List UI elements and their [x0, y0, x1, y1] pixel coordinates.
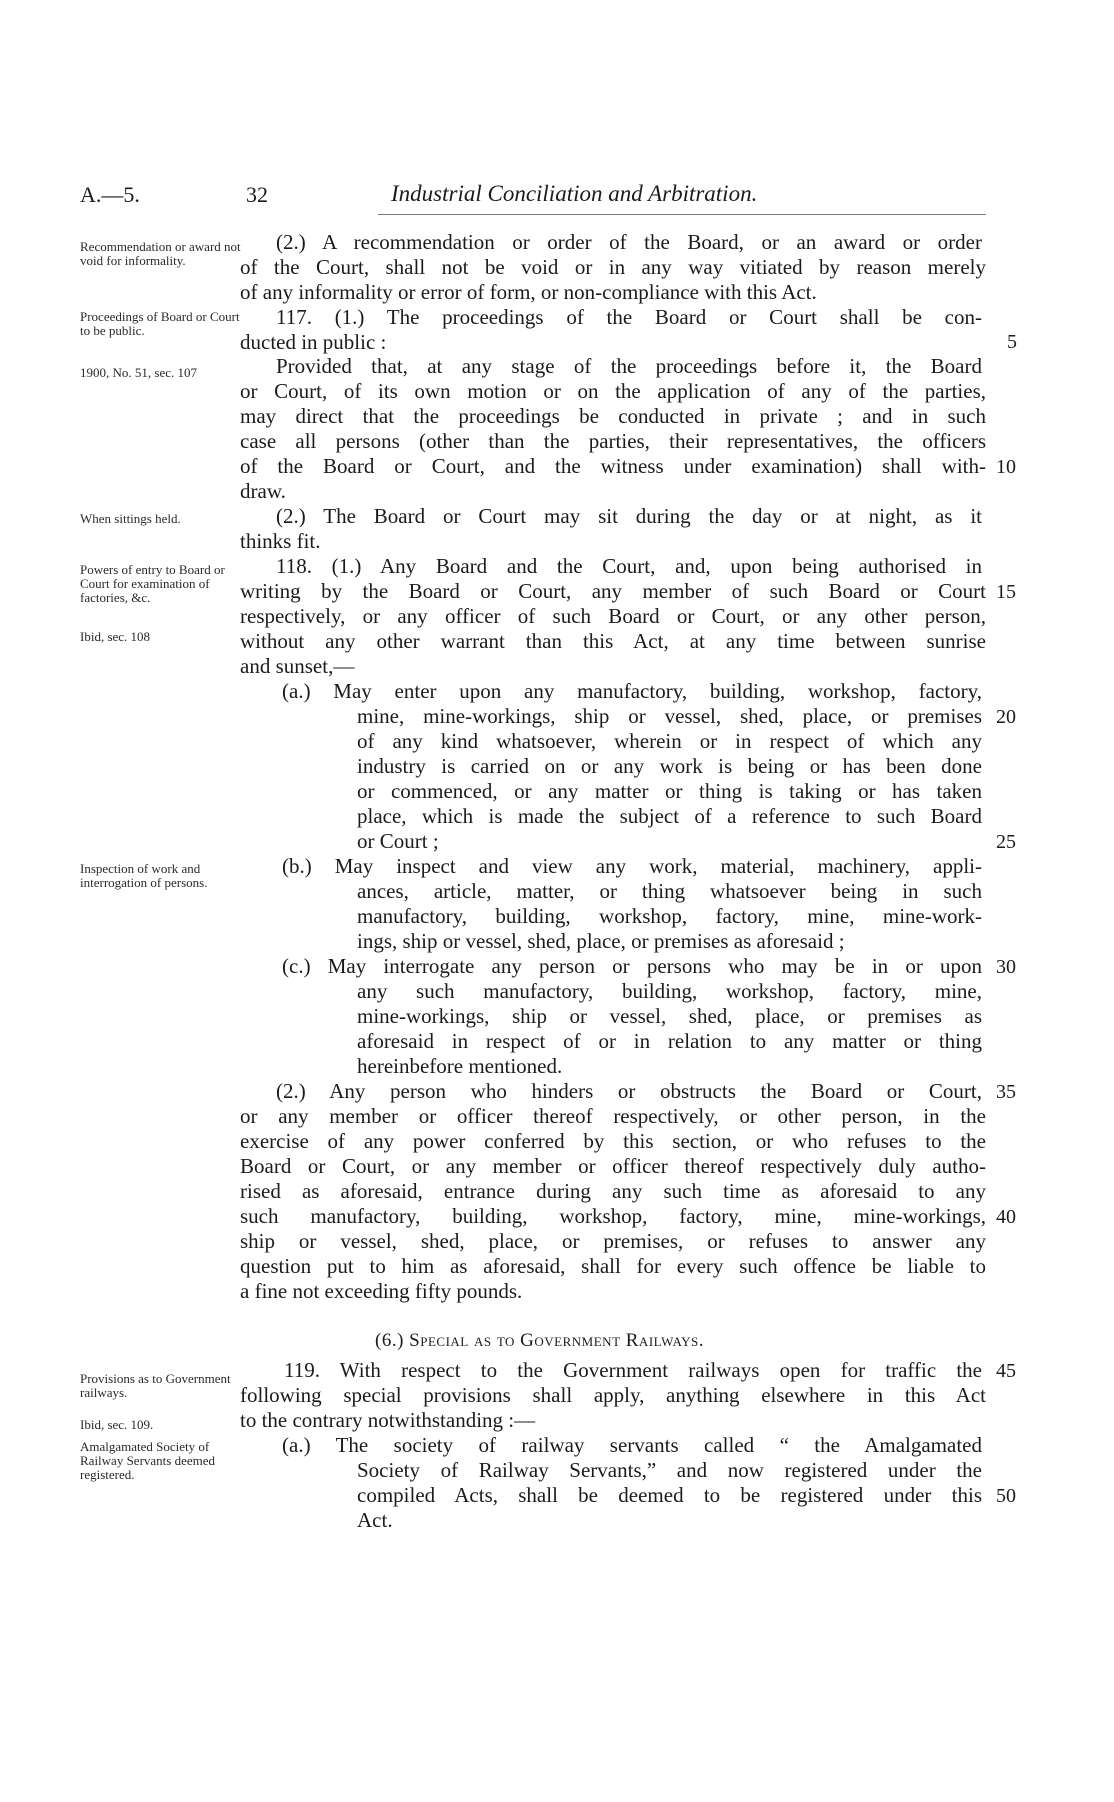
text-line: Society of Railway Servants,” and now registered under the [357, 1458, 982, 1482]
text-line: 118. (1.) Any Board and the Court, and, upon being authorised in [276, 554, 982, 578]
text-line: Provided that, at any stage of the proceedings before it, the Board [276, 354, 982, 378]
text-line: hereinbefore mentioned. [357, 1054, 563, 1078]
margin-note: Provisions as to Government railways. [80, 1371, 231, 1400]
text-line: ducted in public : [240, 330, 387, 354]
line-number: 50 [996, 1485, 1016, 1507]
margin-note: Powers of entry to Board or Court for examination of factories, &c. [80, 562, 225, 605]
text-line: question put to him as aforesaid, shall for every such offence be liable to [240, 1254, 986, 1278]
text-line: and sunset,— [240, 654, 355, 678]
line-number: 30 [996, 956, 1016, 978]
text-line: (2.) Any person who hinders or obstructs the Board or Court, [276, 1079, 982, 1103]
text-line: without any other warrant than this Act, at any time between sunrise [240, 629, 986, 653]
text-line: ings, ship or vessel, shed, place, or premises as aforesaid ; [357, 929, 845, 953]
text-line: 117. (1.) The proceedings of the Board or Court shall be con- [276, 305, 982, 329]
document-reference: A.—5. [80, 182, 140, 207]
text-line: thinks fit. [240, 529, 321, 553]
text-line: (a.) The society of railway servants called “ the Amalgamated [282, 1433, 982, 1457]
text-line: (b.) May inspect and view any work, material, machinery, appli- [282, 854, 982, 878]
text-line: mine-workings, ship or vessel, shed, place, or premises as [357, 1004, 982, 1028]
text-line: or Court, of its own motion or on the application of any of the parties, [240, 379, 986, 403]
margin-note: 1900, No. 51, sec. 107 [80, 365, 197, 380]
text-line: industry is carried on or any work is being or has been done [357, 754, 982, 778]
header-rule [378, 214, 986, 215]
text-line: case all persons (other than the parties, their representatives, the officers [240, 429, 986, 453]
text-line: (2.) A recommendation or order of the Board, or an award or order [276, 230, 982, 254]
text-line: mine, mine-workings, ship or vessel, shed, place, or premises [357, 704, 982, 728]
text-line: any such manufactory, building, workshop, factory, mine, [357, 979, 982, 1003]
text-line: following special provisions shall apply, anything elsewhere in this Act [240, 1383, 986, 1407]
text-line: Board or Court, or any member or officer thereof respectively duly autho- [240, 1154, 986, 1178]
text-line: or Court ; [357, 829, 439, 853]
section-heading: (6.) Special as to Government Railways. [375, 1330, 705, 1351]
line-number: 25 [996, 831, 1016, 853]
text-line: rised as aforesaid, entrance during any such time as aforesaid to any [240, 1179, 986, 1203]
text-line: (a.) May enter upon any manufactory, building, workshop, factory, [282, 679, 982, 703]
margin-note: Ibid, sec. 109. [80, 1417, 154, 1432]
text-line: Act. [357, 1508, 393, 1532]
text-line: of any kind whatsoever, wherein or in respect of which any [357, 729, 982, 753]
text-line: exercise of any power conferred by this section, or who refuses to the [240, 1129, 986, 1153]
text-line: aforesaid in respect of or in relation to any matter or thing [357, 1029, 982, 1053]
text-line: (c.) May interrogate any person or persons who may be in or upon [282, 954, 982, 978]
text-line: writing by the Board or Court, any member of such Board or Court [240, 579, 986, 603]
text-line: to the contrary notwithstanding :— [240, 1408, 536, 1432]
line-number: 20 [996, 706, 1016, 728]
line-number: 35 [996, 1081, 1016, 1103]
text-line: of the Court, shall not be void or in any way vitiated by reason merely [240, 255, 986, 279]
margin-note: When sittings held. [80, 511, 181, 526]
text-line: may direct that the proceedings be conducted in private ; and in such [240, 404, 986, 428]
text-line: such manufactory, building, workshop, factory, mine, mine-workings, [240, 1204, 986, 1228]
margin-note: Amalgamated Society of Railway Servants deemed registered. [80, 1439, 216, 1482]
margin-note: Inspection of work and interrogation of persons. [80, 861, 208, 890]
text-line: place, which is made the subject of a reference to such Board [357, 804, 982, 828]
margin-note: Proceedings of Board or Court to be public. [80, 309, 240, 338]
text-line: manufactory, building, workshop, factory, mine, mine-work- [357, 904, 982, 928]
text-line: compiled Acts, shall be deemed to be registered under this [357, 1483, 982, 1507]
text-line: of the Board or Court, and the witness under examination) shall with- [240, 454, 986, 478]
line-number: 45 [996, 1360, 1016, 1382]
text-line: respectively, or any officer of such Board or Court, or any other person, [240, 604, 986, 628]
margin-note: Recommendation or award not void for informality. [80, 239, 241, 268]
text-line: (2.) The Board or Court may sit during the day or at night, as it [276, 504, 982, 528]
line-number: 5 [1007, 331, 1017, 353]
margin-note: Ibid, sec. 108 [80, 629, 151, 644]
text-line: or commenced, or any matter or thing is taking or has taken [357, 779, 982, 803]
text-line: or any member or officer thereof respectively, or other person, in the [240, 1104, 986, 1128]
text-line: a fine not exceeding fifty pounds. [240, 1279, 523, 1303]
text-line: draw. [240, 479, 286, 503]
line-number: 10 [996, 456, 1016, 478]
text-line: ship or vessel, shed, place, or premises, or refuses to answer any [240, 1229, 986, 1253]
page-number: 32 [246, 182, 268, 207]
line-number: 40 [996, 1206, 1016, 1228]
line-number: 15 [996, 581, 1016, 603]
running-title: Industrial Conciliation and Arbitration. [391, 181, 758, 206]
text-line: 119. With respect to the Government railways open for traffic the [284, 1358, 982, 1382]
text-line: of any informality or error of form, or non-compliance with this Act. [240, 280, 817, 304]
text-line: ances, article, matter, or thing whatsoever being in such [357, 879, 982, 903]
